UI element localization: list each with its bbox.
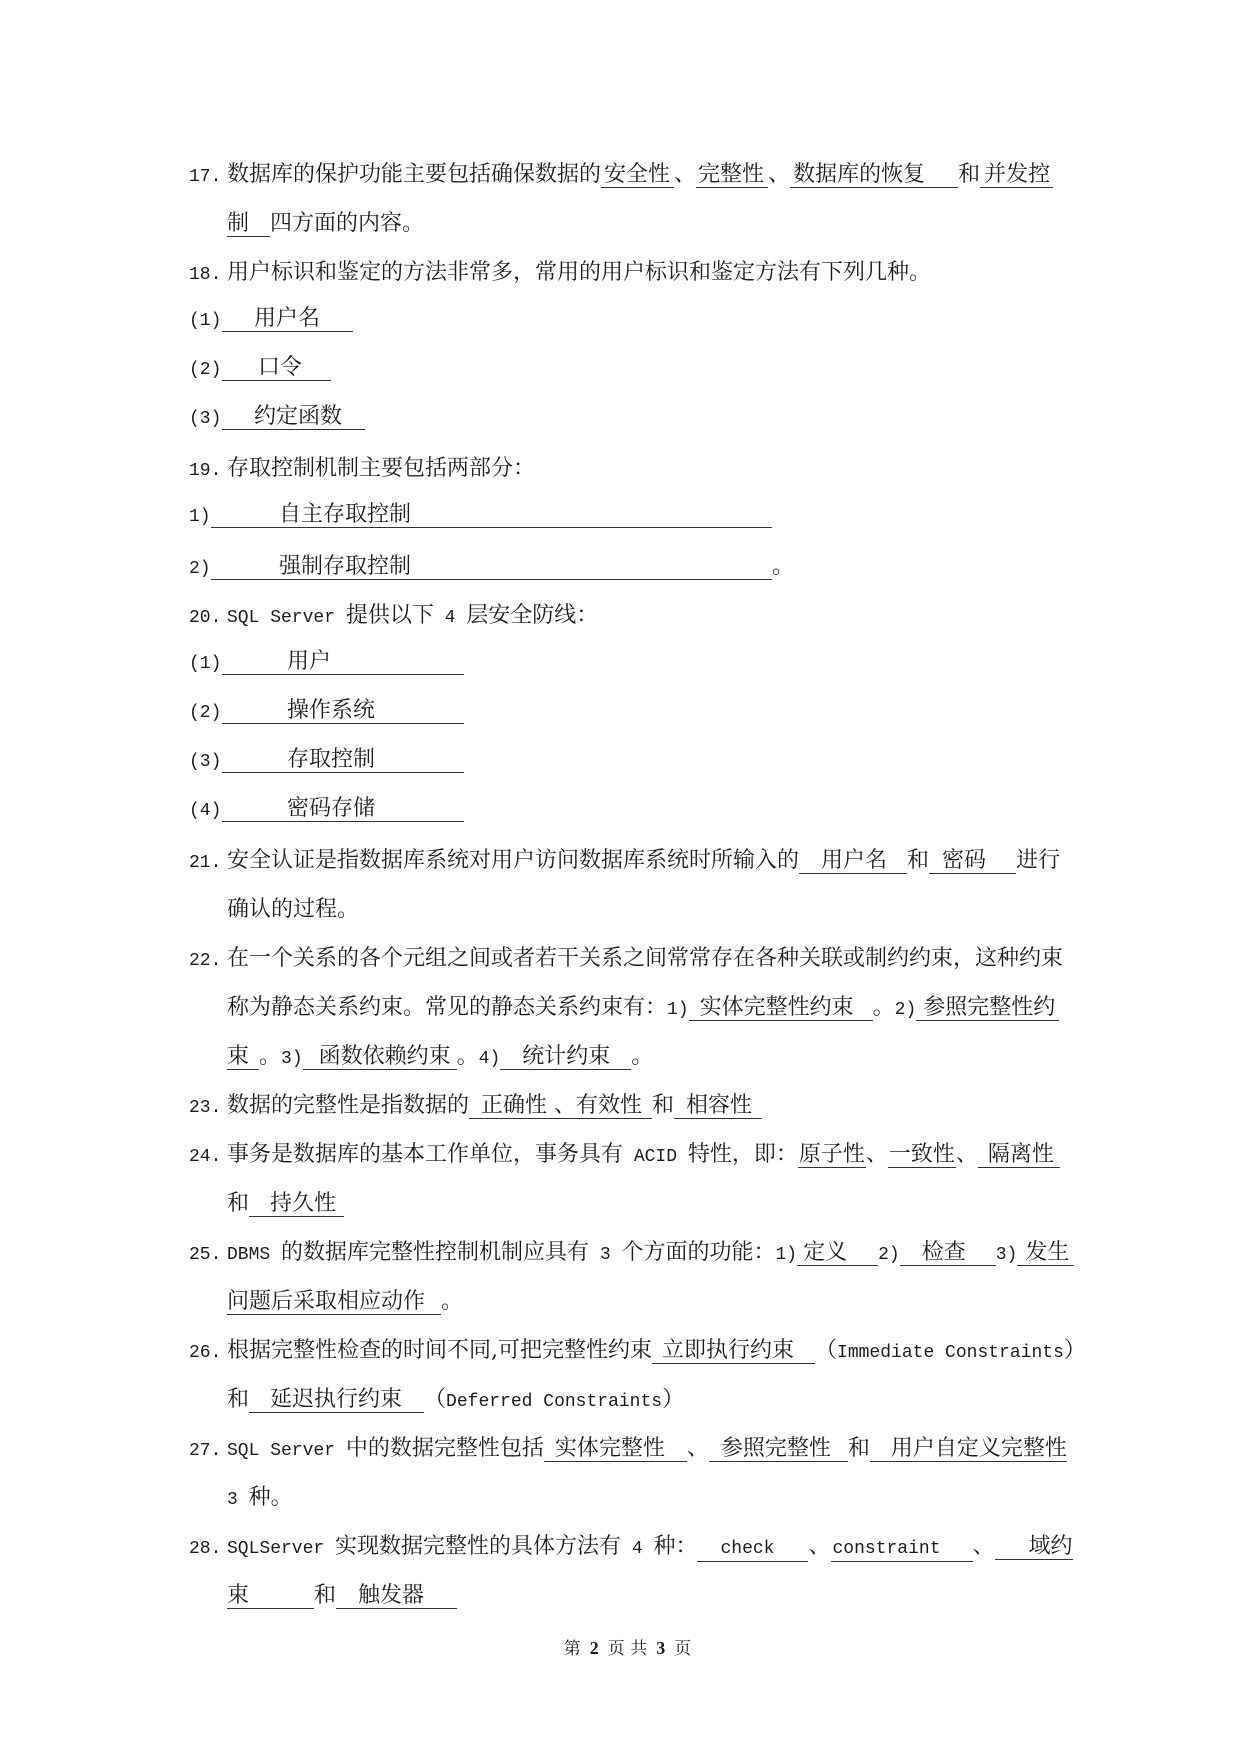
answer-blank: 原子性 bbox=[798, 1142, 865, 1167]
q24-line-2 bbox=[0, 1179, 1241, 1228]
question-text: 和 bbox=[847, 1436, 870, 1461]
answer-blank: check bbox=[697, 1537, 808, 1562]
q22-line-1 bbox=[0, 934, 1241, 983]
q18-line-1 bbox=[0, 248, 1241, 297]
question-text: 种。 bbox=[248, 1485, 293, 1510]
q20-item-3 bbox=[0, 738, 1241, 787]
question-number: 20. bbox=[189, 608, 222, 628]
answer-blank: 存取控制 bbox=[222, 748, 464, 773]
answer-blank: 束 bbox=[227, 1584, 314, 1609]
answer-blank: 密码 bbox=[929, 849, 1016, 874]
answer-blank: 发生 bbox=[1017, 1241, 1074, 1266]
question-text: 中的数据完整性包括 bbox=[345, 1436, 544, 1461]
answer-blank: 参照完整性 bbox=[709, 1437, 848, 1462]
footer-mid: 页 共 bbox=[607, 1639, 648, 1659]
question-text: 个方面的功能： bbox=[621, 1240, 776, 1265]
question-text: 和 bbox=[958, 162, 981, 187]
question-number: 25. bbox=[189, 1245, 222, 1265]
question-number: 22. bbox=[189, 951, 222, 971]
q25-line-1 bbox=[0, 1228, 1241, 1277]
answer-blank: 口令 bbox=[222, 356, 331, 381]
answer-blank: 束 bbox=[227, 1045, 259, 1070]
punctuation: 。 bbox=[441, 1289, 464, 1314]
q27-line-2 bbox=[0, 1473, 1241, 1522]
q21-line-1 bbox=[0, 836, 1241, 885]
q28-line-2 bbox=[0, 1571, 1241, 1620]
item-label: 4) bbox=[478, 1049, 501, 1069]
punctuation: ） bbox=[1063, 1338, 1086, 1363]
question-text: 和 bbox=[907, 848, 930, 873]
question-text: SQLServer bbox=[227, 1539, 336, 1559]
footer-prefix: 第 bbox=[563, 1639, 581, 1659]
item-label: 3) bbox=[995, 1245, 1018, 1265]
answer-blank: 并发控 bbox=[980, 163, 1053, 188]
question-text: 确认的过程。 bbox=[227, 897, 360, 922]
question-text: 根据完整性检查的时间不同,可把完整性约束 bbox=[227, 1338, 652, 1363]
question-text: 称为静态关系约束。常见的静态关系约束有： bbox=[227, 995, 668, 1020]
q20-item-2 bbox=[0, 689, 1241, 738]
answer-blank: 用户名 bbox=[222, 307, 353, 332]
q18-item-3 bbox=[0, 395, 1241, 444]
question-number: 18. bbox=[189, 265, 222, 285]
answer-blank: 参照完整性约 bbox=[916, 996, 1059, 1021]
q22-line-3 bbox=[0, 1032, 1241, 1081]
answer-blank: 用户自定义完整性 bbox=[870, 1437, 1067, 1462]
answer-blank: 完整性 bbox=[696, 163, 768, 188]
question-text: 在一个关系的各个元组之间或者若干关系之间常常存在各种关联或制约约束，这种约束 bbox=[227, 946, 1064, 971]
question-text: ACID bbox=[623, 1147, 688, 1167]
q18-item-1 bbox=[0, 297, 1241, 346]
punctuation: 。 bbox=[772, 554, 795, 579]
item-label: (2) bbox=[189, 703, 222, 723]
q20-line-1 bbox=[0, 591, 1241, 640]
punctuation: （ bbox=[424, 1387, 447, 1412]
item-label: (2) bbox=[189, 360, 222, 380]
answer-blank: 统计约束 bbox=[500, 1045, 631, 1070]
answer-blank: 定义 bbox=[797, 1241, 878, 1266]
answer-blank: 触发器 bbox=[336, 1584, 457, 1609]
answer-blank: 自主存取控制 bbox=[211, 503, 772, 528]
punctuation: 、 bbox=[865, 1142, 888, 1167]
q20-item-4 bbox=[0, 787, 1241, 836]
q17-line-1 bbox=[0, 150, 1241, 199]
answer-blank: 立即执行约束 bbox=[652, 1339, 815, 1364]
answer-blank: 隔离性 bbox=[978, 1143, 1060, 1168]
question-text: 用户标识和鉴定的方法非常多，常用的用户标识和鉴定方法有下列几种。 bbox=[227, 260, 932, 285]
q22-line-2 bbox=[0, 983, 1241, 1032]
q27-line-1 bbox=[0, 1424, 1241, 1473]
item-label: 2) bbox=[894, 1000, 917, 1020]
punctuation: ） bbox=[662, 1387, 685, 1412]
question-number: 26. bbox=[189, 1343, 222, 1363]
question-text: 实现数据完整性的具体方法有 bbox=[335, 1534, 622, 1559]
punctuation: 、 bbox=[768, 162, 791, 187]
item-label: 2) bbox=[189, 559, 211, 579]
punctuation: （ bbox=[815, 1338, 838, 1363]
english-term: Immediate Constraints bbox=[837, 1343, 1064, 1363]
question-text: 数据的完整性是指数据的 bbox=[227, 1093, 470, 1118]
question-text: 存取控制机制主要包括两部分： bbox=[227, 456, 536, 481]
question-text: 4 bbox=[433, 608, 467, 628]
item-label: (1) bbox=[189, 654, 222, 674]
answer-blank: 用户 bbox=[222, 650, 464, 675]
footer-suffix: 页 bbox=[674, 1639, 692, 1659]
answer-blank: 操作系统 bbox=[222, 699, 464, 724]
item-label: 2) bbox=[878, 1245, 900, 1265]
question-text: SQL Server bbox=[227, 608, 346, 628]
q17-line-2 bbox=[0, 199, 1241, 248]
question-number: 28. bbox=[189, 1539, 222, 1559]
item-label: (3) bbox=[189, 752, 222, 772]
q24-line-1 bbox=[0, 1130, 1241, 1179]
answer-blank: 一致性 bbox=[888, 1142, 955, 1167]
question-number: 27. bbox=[189, 1441, 222, 1461]
answer-blank: 实体完整性 bbox=[544, 1437, 687, 1462]
question-text: 3 bbox=[589, 1245, 622, 1265]
page-footer bbox=[7, 1633, 1241, 1663]
answer-blank: 延迟执行约束 bbox=[249, 1388, 424, 1413]
q18-item-2 bbox=[0, 346, 1241, 395]
question-number: 19. bbox=[189, 461, 222, 481]
answer-blank: 安全性 bbox=[601, 163, 674, 188]
item-label: (3) bbox=[189, 409, 222, 429]
answer-blank: 用户名 bbox=[799, 849, 907, 874]
q19-line-1 bbox=[0, 444, 1241, 493]
punctuation: 、 bbox=[972, 1534, 995, 1559]
item-label: 1) bbox=[667, 1000, 689, 1020]
q25-line-2 bbox=[0, 1277, 1241, 1326]
question-number: 23. bbox=[189, 1098, 222, 1118]
question-number: 17. bbox=[189, 167, 222, 187]
q26-line-2 bbox=[0, 1375, 1241, 1424]
answer-blank: 制 bbox=[227, 212, 270, 237]
answer-blank: constraint bbox=[831, 1537, 973, 1562]
question-text: 层安全防线： bbox=[466, 603, 599, 628]
q20-item-1 bbox=[0, 640, 1241, 689]
total-page-number: 3 bbox=[656, 1638, 666, 1658]
q28-line-1 bbox=[0, 1522, 1241, 1571]
punctuation: 、 bbox=[808, 1534, 831, 1559]
answer-blank: 函数依赖约束 bbox=[303, 1045, 457, 1070]
punctuation: 。 bbox=[631, 1044, 654, 1069]
answer-blank: 相容性 bbox=[674, 1094, 762, 1119]
question-text: DBMS bbox=[227, 1245, 282, 1265]
punctuation: 、 bbox=[686, 1436, 709, 1461]
item-label: 3) bbox=[281, 1049, 303, 1069]
answer-blank: 数据库的恢复 bbox=[790, 163, 958, 188]
answer-blank: 问题后采取相应动作 bbox=[227, 1290, 441, 1315]
q26-line-1 bbox=[0, 1326, 1241, 1375]
punctuation: 。 bbox=[456, 1044, 479, 1069]
english-term: Deferred Constraints bbox=[446, 1392, 663, 1412]
question-text: 数据库的保护功能主要包括确保数据的 bbox=[227, 162, 602, 187]
question-text: 种： bbox=[653, 1534, 698, 1559]
item-label: 1) bbox=[775, 1245, 798, 1265]
question-text: 和 bbox=[652, 1093, 675, 1118]
question-number: 24. bbox=[189, 1147, 222, 1167]
answer-blank: 强制存取控制 bbox=[211, 555, 772, 580]
answer-blank: 检查 bbox=[900, 1241, 996, 1266]
current-page-number: 2 bbox=[589, 1638, 599, 1658]
item-label: (4) bbox=[189, 801, 222, 821]
answer-blank: 约定函数 bbox=[222, 405, 365, 430]
question-text: SQL Server bbox=[227, 1441, 346, 1461]
question-text: 和 bbox=[314, 1583, 337, 1608]
punctuation: 、 bbox=[955, 1142, 978, 1167]
punctuation: 。 bbox=[259, 1044, 282, 1069]
answer-blank: 持久性 bbox=[249, 1192, 344, 1217]
question-number: 21. bbox=[189, 853, 222, 873]
question-text: 提供以下 bbox=[345, 603, 434, 628]
question-text: 和 bbox=[227, 1387, 250, 1412]
question-text: 安全认证是指数据库系统对用户访问数据库系统时所输入的 bbox=[227, 848, 800, 873]
q19-item-1 bbox=[0, 493, 1241, 542]
punctuation: 。 bbox=[872, 995, 895, 1020]
question-text: 事务是数据库的基本工作单位，事务具有 bbox=[227, 1142, 624, 1167]
question-text: 四方面的内容。 bbox=[270, 211, 425, 236]
question-text: 进行 bbox=[1016, 848, 1061, 873]
question-text: 特性，即： bbox=[687, 1142, 798, 1167]
question-text: 和 bbox=[227, 1191, 250, 1216]
punctuation: 、 bbox=[674, 162, 697, 187]
answer-blank: 密码存储 bbox=[222, 797, 464, 822]
question-text: 的数据库完整性控制机制应具有 bbox=[281, 1240, 590, 1265]
question-text: 4 bbox=[621, 1539, 654, 1559]
q21-line-2 bbox=[0, 885, 1241, 934]
q23-line-1 bbox=[0, 1081, 1241, 1130]
answer-blank: 域约 bbox=[995, 1535, 1073, 1560]
question-text: 3 bbox=[227, 1490, 249, 1510]
item-label: (1) bbox=[189, 311, 222, 331]
question-list bbox=[0, 150, 1241, 1620]
answer-blank: 实体完整性约束 bbox=[689, 996, 873, 1021]
answer-blank: 正确性 、有效性 bbox=[469, 1094, 652, 1119]
q19-item-2 bbox=[0, 542, 1241, 591]
item-label: 1) bbox=[189, 507, 211, 527]
